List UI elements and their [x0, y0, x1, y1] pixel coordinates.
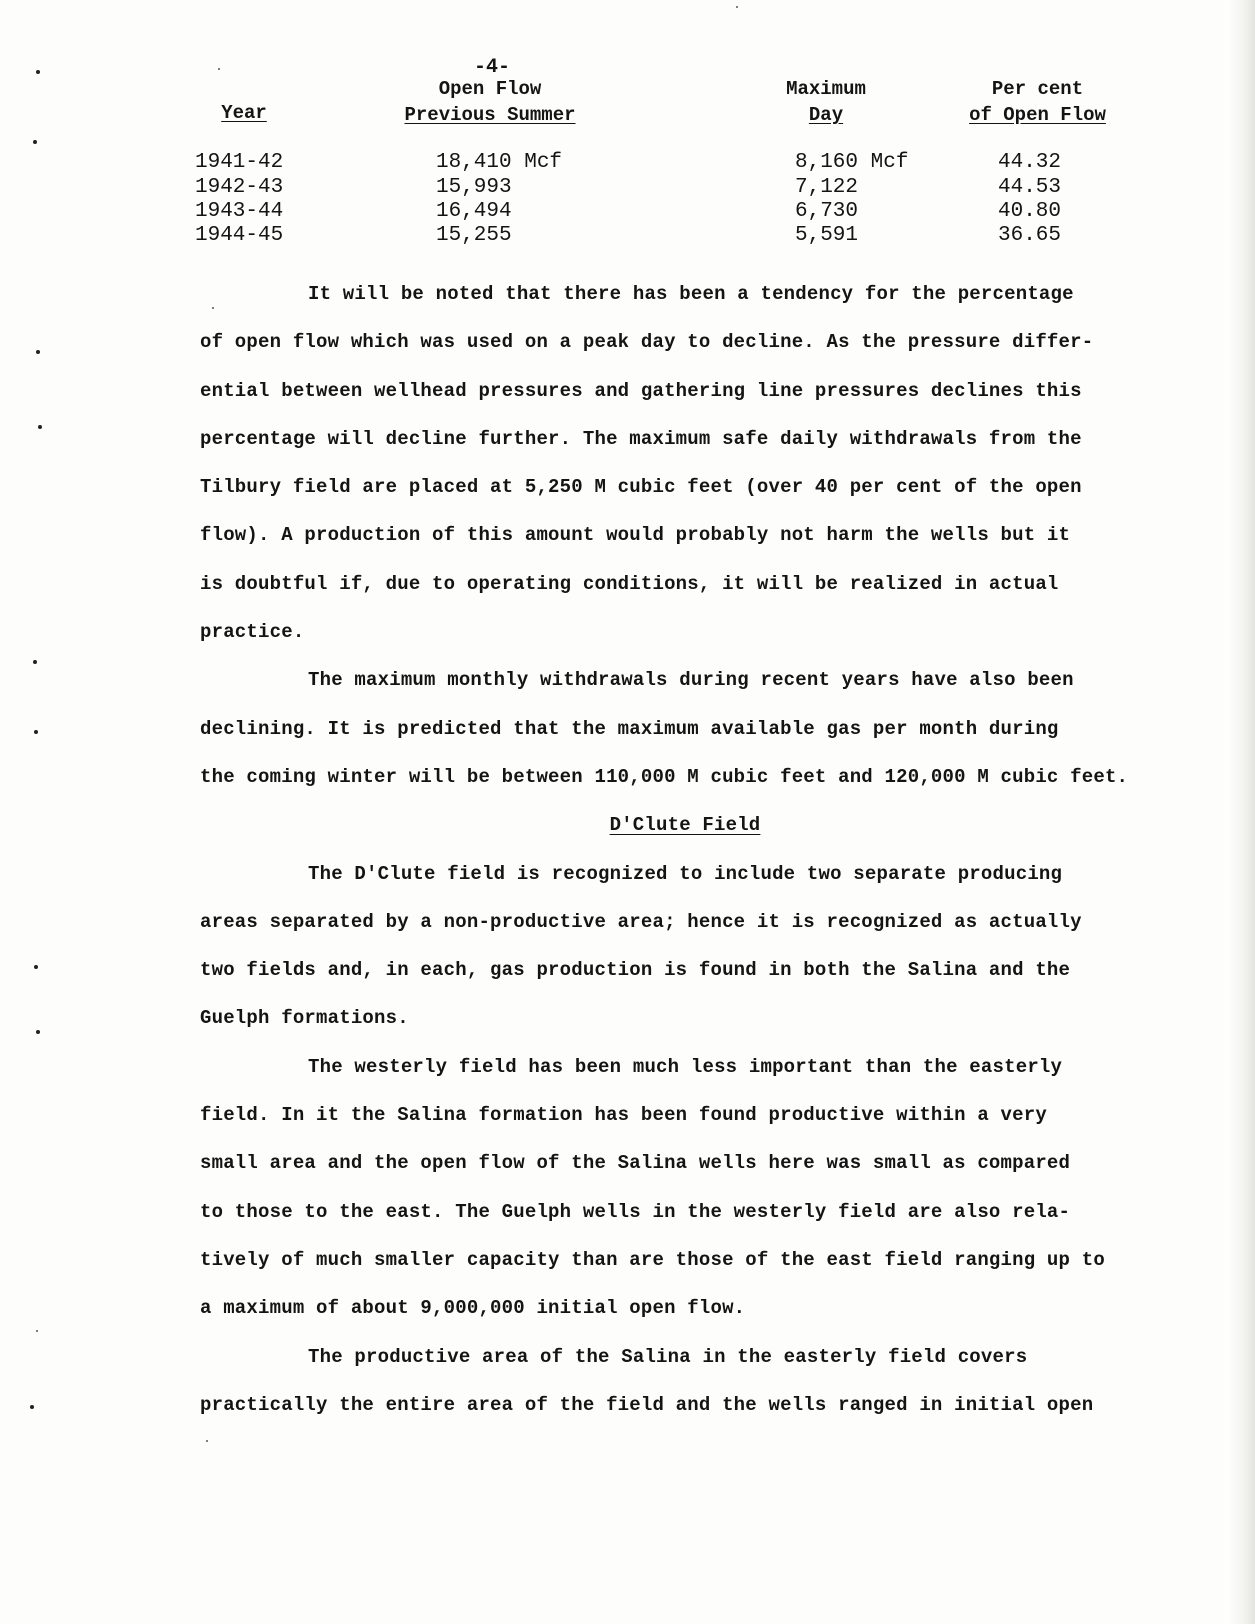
text-line: a maximum of about 9,000,000 initial open flow. — [200, 1297, 746, 1320]
header-max-day — [776, 76, 876, 128]
text-line: practice. — [200, 621, 305, 644]
margin-speck — [33, 140, 37, 144]
header-percent — [955, 76, 1120, 128]
text-line: tively of much smaller capacity than are those of the east field ranging up to — [200, 1248, 1105, 1271]
text-line: percentage will decline further. The maximum safe daily withdrawals from the — [200, 427, 1082, 450]
text-line: The D'Clute field is recognized to include two separate producing — [308, 862, 1063, 885]
margin-speck — [36, 350, 40, 354]
text-line: is doubtful if, due to operating conditions, it will be realized in actual — [200, 572, 1059, 595]
header-year — [214, 100, 274, 126]
margin-speck — [218, 68, 220, 70]
body-text — [200, 270, 1160, 1429]
cell-percent: 44.32 — [998, 151, 1062, 174]
text-line: to those to the east. The Guelph wells in the westerly field are also rela- — [200, 1200, 1071, 1223]
header-percent-line2: of Open Flow — [969, 104, 1106, 126]
text-line: Guelph formations. — [200, 1007, 409, 1030]
text-line: areas separated by a non-productive area; hence it is recognized as actually — [200, 910, 1082, 933]
margin-speck — [34, 965, 38, 969]
margin-speck — [36, 1330, 38, 1332]
text-line: practically the entire area of the field and the wells ranged in initial open — [200, 1393, 1094, 1416]
cell-percent: 44.53 — [998, 176, 1062, 199]
margin-speck — [206, 1440, 208, 1442]
cell-max-day: 6,730 — [795, 200, 859, 223]
header-open-flow — [390, 76, 590, 128]
paragraph — [200, 1333, 1160, 1430]
cell-year: 1944-45 — [195, 224, 284, 247]
margin-speck — [30, 1405, 34, 1409]
margin-speck — [36, 1030, 40, 1034]
cell-open-flow: 16,494 — [436, 200, 512, 223]
margin-speck — [736, 6, 738, 8]
cell-max-day: 7,122 — [795, 176, 859, 199]
cell-year: 1942-43 — [195, 176, 284, 199]
text-line: small area and the open flow of the Salina wells here was small as compared — [200, 1152, 1071, 1175]
text-line: of open flow which was used on a peak day to decline. As the pressure differ- — [200, 331, 1094, 354]
cell-year: 1943-44 — [195, 200, 284, 223]
page-edge-shadow — [1225, 0, 1255, 1624]
paragraph — [200, 656, 1160, 801]
paragraph — [200, 1043, 1160, 1333]
cell-max-day: 5,591 — [795, 224, 859, 247]
text-line: The productive area of the Salina in the easterly field covers — [308, 1345, 1028, 1368]
margin-speck — [36, 70, 40, 74]
header-open-flow-line2: Previous Summer — [404, 104, 576, 126]
text-line: ential between wellhead pressures and gathering line pressures declines this — [200, 379, 1082, 402]
text-line: the coming winter will be between 110,000 M cubic feet and 120,000 M cubic feet. — [200, 765, 1129, 788]
text-line: It will be noted that there has been a tendency for the percentage — [308, 283, 1074, 305]
cell-open-flow: 15,255 — [436, 224, 512, 247]
cell-year: 1941-42 — [195, 151, 284, 174]
header-max-day-line2: Day — [808, 104, 844, 126]
text-line: field. In it the Salina formation has been found productive within a very — [200, 1104, 1047, 1127]
cell-open-flow: 15,993 — [436, 176, 512, 199]
text-line: The westerly field has been much less important than the easterly — [308, 1055, 1063, 1078]
margin-speck — [34, 730, 38, 734]
text-line: The maximum monthly withdrawals during recent years have also been — [308, 669, 1074, 692]
paragraph — [200, 850, 1160, 1043]
header-year-label: Year — [221, 102, 267, 124]
header-max-day-line1: Maximum — [786, 78, 866, 100]
header-open-flow-line1: Open Flow — [438, 78, 542, 100]
margin-speck — [33, 660, 37, 664]
cell-open-flow: 18,410 Mcf — [436, 151, 563, 174]
cell-percent: 40.80 — [998, 200, 1062, 223]
paragraph — [200, 270, 1160, 656]
cell-max-day: 8,160 Mcf — [795, 151, 909, 174]
section-heading: D'Clute Field — [609, 814, 761, 837]
text-line: flow). A production of this amount would probably not harm the wells but it — [200, 524, 1071, 547]
header-percent-line1: Per cent — [991, 78, 1084, 100]
page-number: -4- — [473, 56, 510, 79]
cell-percent: 36.65 — [998, 224, 1062, 247]
text-line: Tilbury field are placed at 5,250 M cubic feet (over 40 per cent of the open — [200, 476, 1082, 499]
text-line: declining. It is predicted that the maximum available gas per month during — [200, 717, 1059, 740]
margin-speck — [38, 425, 42, 429]
text-line: two fields and, in each, gas production is found in both the Salina and the — [200, 959, 1071, 982]
